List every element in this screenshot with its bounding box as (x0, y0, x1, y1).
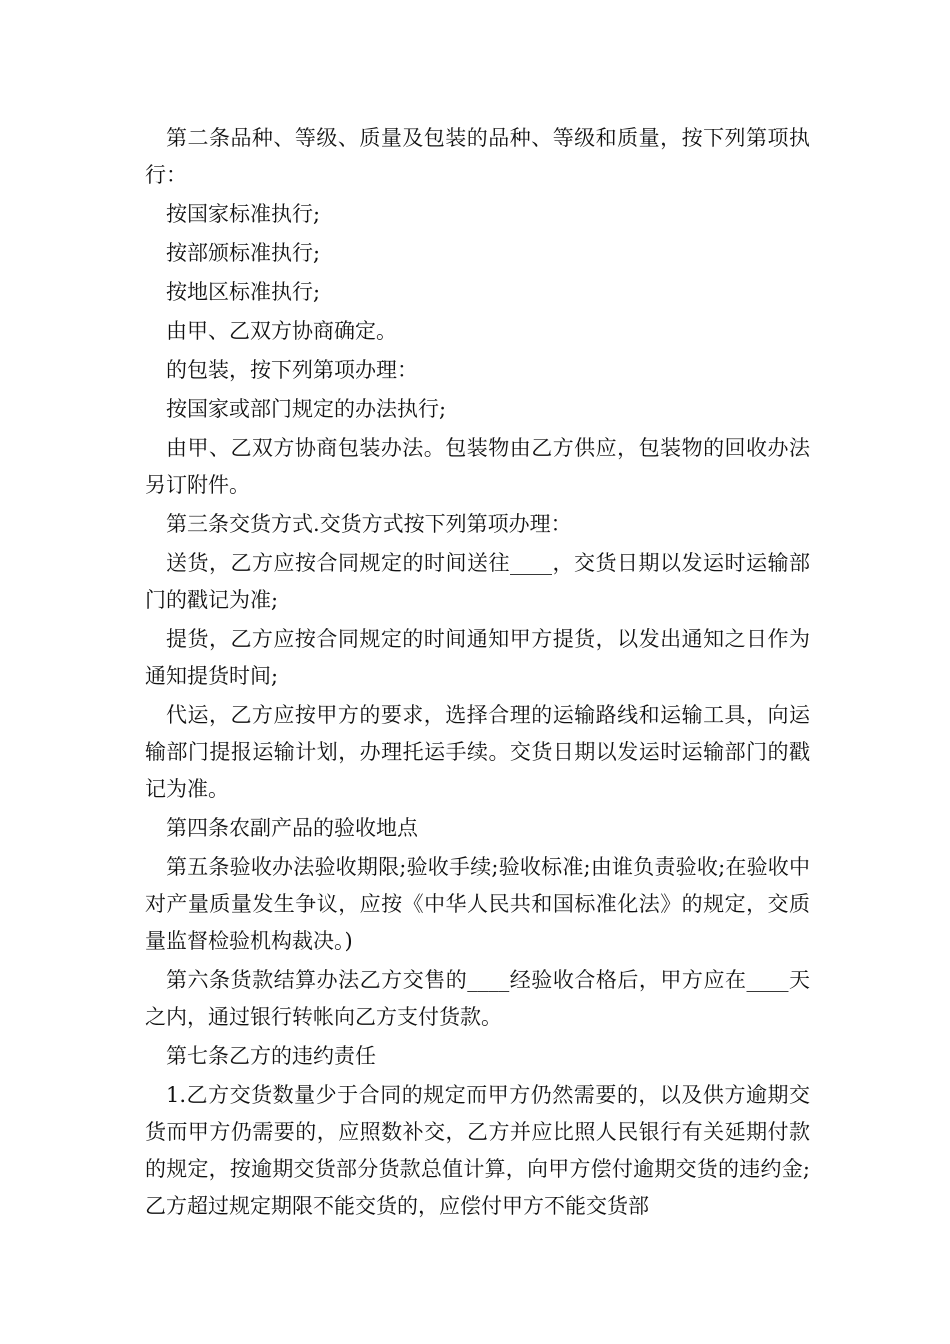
paragraph-pickup: 提货，乙方应按合同规定的时间通知甲方提货，以发出通知之日作为通知提货时间; (145, 627, 810, 688)
paragraph-national-standard: 按国家标准执行; (166, 202, 321, 226)
paragraph-packaging-negotiated: 由甲、乙双方协商包装办法。包装物由乙方供应，包装物的回收办法另订附件。 (145, 436, 810, 497)
paragraph-negotiated: 由甲、乙双方协商确定。 (166, 319, 397, 343)
paragraph-article-7: 第七条乙方的违约责任 (166, 1044, 376, 1068)
paragraph-article-7-item-1: 1.乙方交货数量少于合同的规定而甲方仍然需要的，以及供方逾期交货而甲方仍需要的，应照数补交，乙方并应比照人民银行有关延期付款的规定，按逾期交货部分货款总值计算，向甲方偿付逾期交货的违约金;乙方超过规定期限不能交货的，应偿付甲方不能交货部 (145, 1083, 810, 1218)
paragraph-article-2: 第二条品种、等级、质量及包装的品种、等级和质量，按下列第项执行： (145, 126, 810, 187)
paragraph-packaging-rules: 按国家或部门规定的办法执行; (166, 397, 447, 421)
paragraph-consignment: 代运，乙方应按甲方的要求，选择合理的运输路线和运输工具，向运输部门提报运输计划，办理托运手续。交货日期以发运时运输部门的戳记为准。 (145, 703, 810, 801)
paragraph-delivery: 送货，乙方应按合同规定的时间送往____，交货日期以发运时运输部门的戳记为准; (145, 551, 810, 612)
paragraph-article-4: 第四条农副产品的验收地点 (166, 816, 418, 840)
paragraph-ministry-standard: 按部颁标准执行; (166, 241, 321, 265)
paragraph-regional-standard: 按地区标准执行; (166, 280, 321, 304)
paragraph-article-5: 第五条验收办法验收期限;验收手续;验收标准;由谁负责验收;在验收中对产量质量发生争议，应按《中华人民共和国标准化法》的规定，交质量监督检验机构裁决。) (145, 855, 810, 953)
paragraph-packaging: 的包装，按下列第项办理： (166, 358, 418, 382)
paragraph-article-6: 第六条货款结算办法乙方交售的____经验收合格后，甲方应在____天之内，通过银行转帐向乙方支付货款。 (145, 968, 810, 1029)
paragraph-article-3: 第三条交货方式.交货方式按下列第项办理： (166, 512, 572, 536)
document-page (145, 120, 810, 1225)
